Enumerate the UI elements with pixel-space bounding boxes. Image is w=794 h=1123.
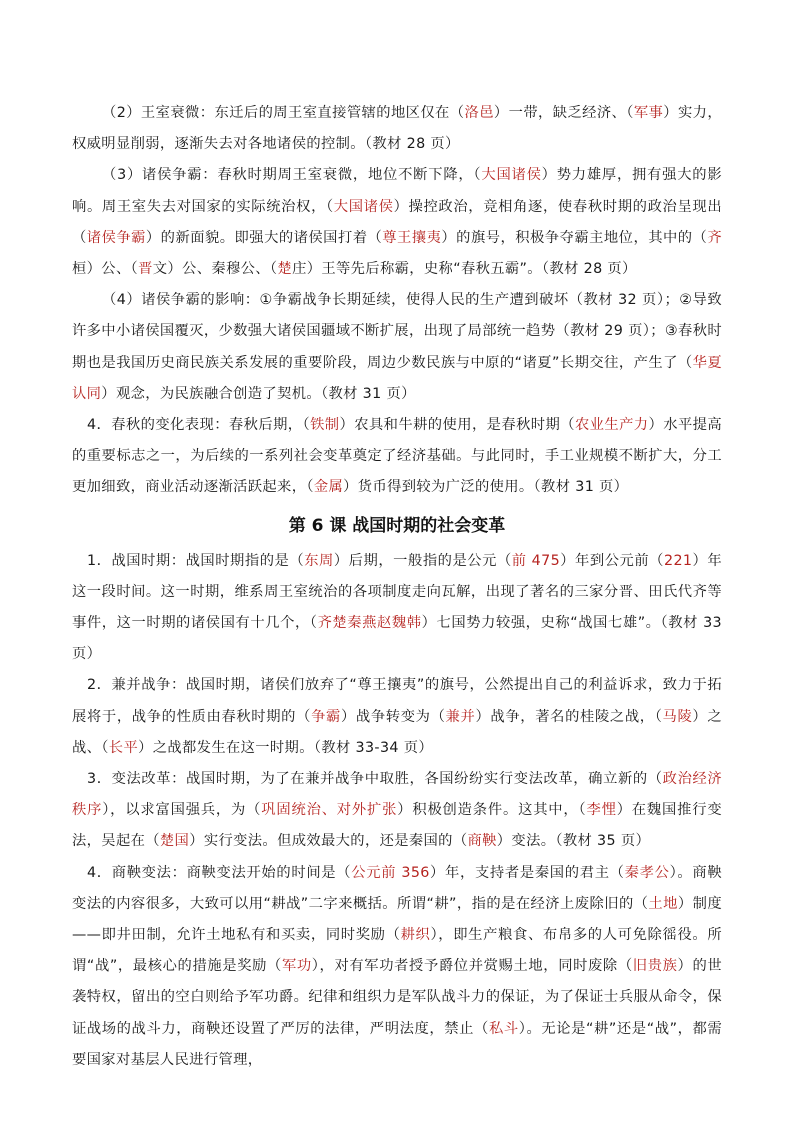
body-text: ）货币得到较为广泛的使用。（教材 31 页） <box>343 479 629 496</box>
body-text: ）。无论是“耕”还是“战”，都需要国家对基层人民进行管理， <box>72 1020 723 1068</box>
answer-text: 华夏认同 <box>72 354 723 402</box>
body-text: ）。商鞅变法的内容很多，大致可以用“耕战”二字来概括。所谓“耕”，指的是在经济上废除旧的（ <box>72 864 722 912</box>
answer-text: 晋 <box>138 261 153 278</box>
paragraph <box>72 285 722 410</box>
body-text: ）水平提高的重要标志之一，为后续的一系列社会变革奠定了经济基础。与此同时，手工业规模不断扩大，分工更加细致，商业活动逐渐活跃起来，（ <box>72 417 723 496</box>
body-text: 3．变法改革：战国时期，为了在兼并战争中取胜，各国纷纷实行变法改革，确立新的（ <box>87 771 663 788</box>
lesson-6-section <box>72 546 722 1076</box>
answer-text: 楚 <box>277 261 293 278</box>
answer-text: 军事 <box>633 105 664 121</box>
body-text: ）的世袭特权，留出的空白则给予军功爵。纪律和组织力是军队战斗力的保证，为了保证士兵服从命令，保证战场的战斗力，商鞅还设置了严厉的法律，严明法度，禁止（ <box>72 958 723 1037</box>
body-text: ）观念，为民族融合创造了契机。（教材 31 页） <box>101 385 416 402</box>
paragraph <box>72 546 722 671</box>
body-text: ）年这一段时间。这一时期，维系周王室统治的各项制度走向瓦解，出现了著名的三家分晋、田氏代齐等事件，这一时期的诸侯国有十几个，（ <box>72 552 722 632</box>
answer-text: 齐楚秦燕赵魏韩 <box>317 615 422 632</box>
body-text: ）年，支持者是秦国的君主（ <box>429 864 625 881</box>
body-text: ）后期，一般指的是公元（ <box>333 552 512 569</box>
body-text: ）农具和牛耕的使用，是春秋时期（ <box>339 417 575 434</box>
answer-text: 221 <box>664 552 693 569</box>
body-text: ）制度——即井田制，允许土地私有和买卖，同时奖励（ <box>72 895 722 944</box>
answer-text: 争霸 <box>311 708 341 725</box>
body-text: ）积极创造条件。这其中，（ <box>397 802 587 819</box>
body-text: 庄）王等先后称霸，史称“春秋五霸”。（教材 28 页） <box>292 261 637 278</box>
answer-text: 耕织 <box>400 927 431 944</box>
answer-text: 齐 <box>707 229 722 246</box>
answer-text: 尊王攘夷 <box>382 229 442 246</box>
body-text: ）实力，权威明显削弱，逐渐失去对各地诸侯的控制。（教材 28 页） <box>72 105 723 153</box>
body-text: ）在魏国推行变法，吴起在（ <box>72 802 722 850</box>
body-text: ）之战都发生在这一时期。（教材 33-34 页） <box>138 739 434 756</box>
answer-text: 金属 <box>313 479 344 496</box>
document-body <box>72 98 722 1076</box>
answer-text: 李悝 <box>586 802 617 819</box>
body-text: ）变法。（教材 35 页） <box>496 833 651 850</box>
answer-text: 铁制 <box>310 417 340 434</box>
body-text: ）年到公元前（ <box>560 552 664 569</box>
body-text: ）战争转变为（ <box>340 708 446 725</box>
answer-text: 公元前 356 <box>351 864 430 881</box>
body-text: 4．商鞅变法：商鞅变法开始的时间是（ <box>87 864 352 881</box>
answer-text: 楚国 <box>159 833 190 850</box>
body-text: ）一带，缺乏经济、（ <box>493 105 634 121</box>
body-text: ）的新面貌。即强大的诸侯国打着（ <box>145 229 383 246</box>
body-text: 2．兼并战争：战国时期，诸侯们放弃了“尊王攘夷”的旗号，公然提出自己的利益诉求，致力于拓展将于，战争的性质由春秋时期的（ <box>72 677 722 725</box>
answer-text: 前 475 <box>511 552 561 569</box>
body-text: ）战争，著名的桂陵之战，（ <box>475 708 663 725</box>
lesson-6-heading: 第 6 课 战国时期的社会变革 <box>288 515 506 536</box>
body-text: 桓）公、（ <box>72 261 139 278</box>
answer-text: 诸侯争霸 <box>86 229 146 246</box>
body-text: （4）诸侯争霸的影响：①争霸战争长期延续，使得人民的生产遭到破坏（教材 32 页）；②导致许多中小诸侯国覆灭，少数强大诸侯国疆域不断扩展，出现了局部统一趋势（教材 29 页）；③春秋时期也是我国历史商民族关系发展的重要阶段，周边少数民族与中原的“诸夏”长期交往，产生了（ <box>72 292 722 371</box>
answer-text: 洛邑 <box>464 105 494 121</box>
body-text: 1．战国时期：战国时期指的是（ <box>87 552 305 569</box>
body-text: 4．春秋的变化表现：春秋后期，（ <box>87 417 311 434</box>
paragraph <box>72 764 722 858</box>
answer-text: 马陵 <box>662 708 693 725</box>
answer-text: 大国诸侯 <box>481 167 542 184</box>
answer-text: 秦孝公 <box>624 864 670 881</box>
body-text: ）之战、（ <box>72 708 723 756</box>
answer-text: 大国诸侯 <box>333 198 394 215</box>
body-text: （3）诸侯争霸：春秋时期周王室衰微，地位不断下降，（ <box>102 167 482 184</box>
paragraph <box>72 98 722 160</box>
answer-text: 农业生产力 <box>574 417 649 434</box>
paragraph <box>72 160 722 285</box>
answer-text: 政治经济秩序 <box>72 771 723 819</box>
answer-text: 旧贵族 <box>632 958 678 975</box>
body-text: 文）公、秦穆公、（ <box>152 261 278 278</box>
answer-text: 巩固统治、对外扩张 <box>261 802 398 819</box>
answer-text: 军功 <box>281 958 312 975</box>
body-text: ），即生产粮食、布帛多的人可免除徭役。所谓“战”，最核心的措施是奖励（ <box>72 927 723 975</box>
answer-text: 商鞅 <box>467 833 497 850</box>
body-text: ），对有军功者授予爵位并赏赐土地，同时废除（ <box>311 958 633 975</box>
body-text: ）势力雄厚，拥有强大的影响。周王室失去对国家的实际统治权，（ <box>72 167 723 215</box>
paragraph <box>72 410 722 504</box>
answer-text: 长平 <box>108 739 139 756</box>
lesson-5-section <box>72 98 722 504</box>
body-text: ）的旗号，积极争夺霸主地位，其中的（ <box>441 229 708 246</box>
body-text: ），以求富国强兵，为（ <box>102 802 262 819</box>
answer-text: 土地 <box>648 895 678 912</box>
body-text: ）实行变法。但成效最大的，还是秦国的（ <box>189 833 468 850</box>
body-text: （2）王室衰微：东迁后的周王室直接管辖的地区仅在（ <box>102 105 465 121</box>
answer-text: 兼并 <box>445 708 476 725</box>
paragraph <box>72 670 722 764</box>
body-text: ）七国势力较强，史称“战国七雄”。（教材 33 页） <box>72 615 722 663</box>
answer-text: 私斗 <box>488 1020 519 1037</box>
paragraph <box>72 858 722 1076</box>
body-text: ）操控政治，竞相角逐，使春秋时期的政治呈现出（ <box>72 198 722 246</box>
answer-text: 东周 <box>304 552 334 569</box>
